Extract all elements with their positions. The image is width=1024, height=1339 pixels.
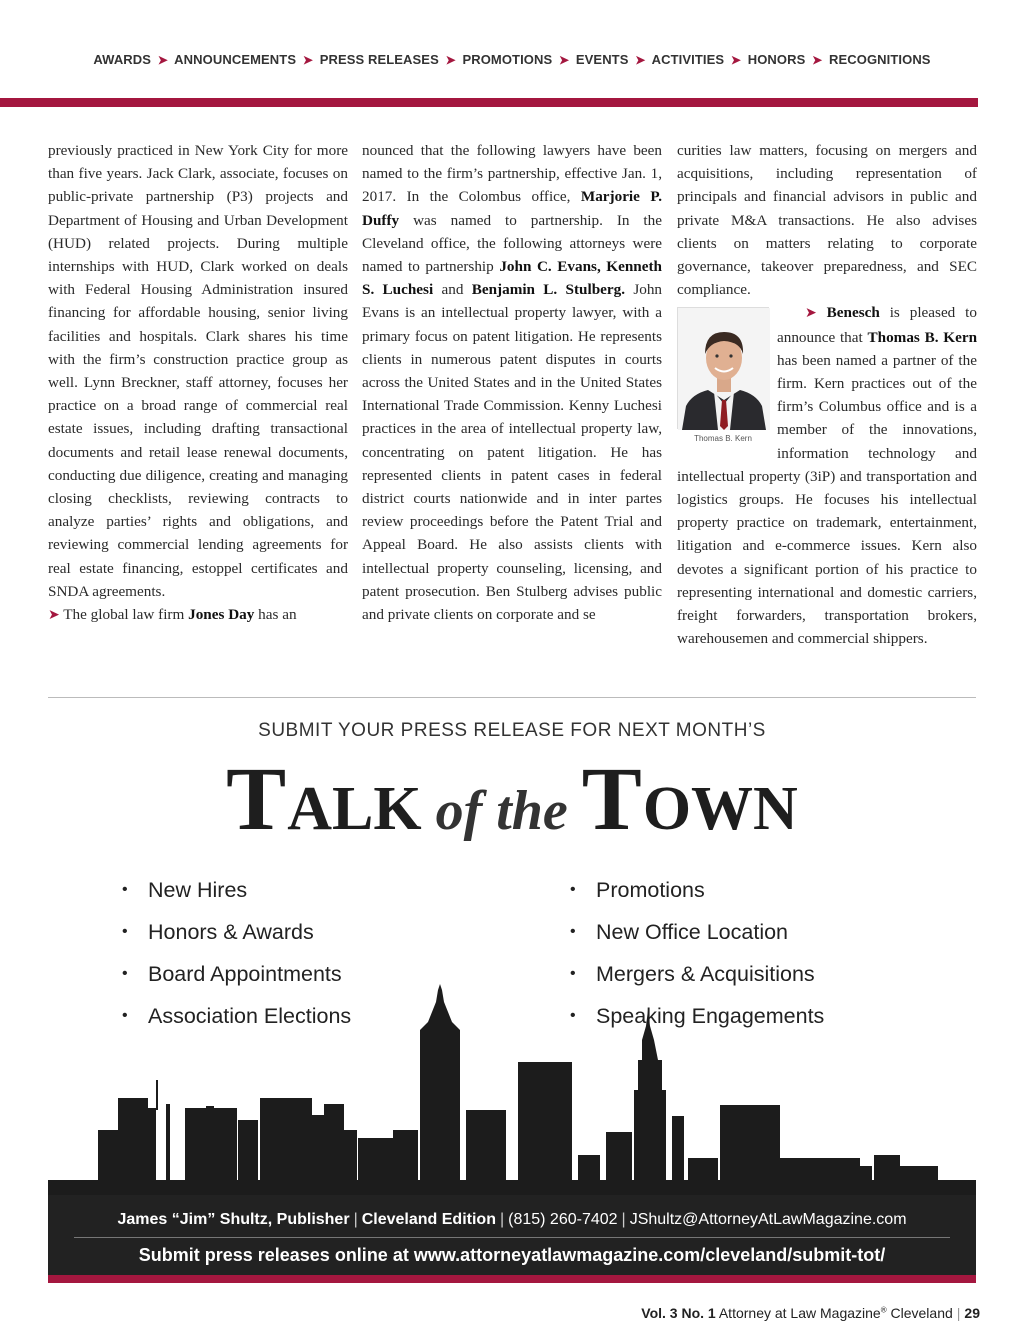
article-text: nounced that the following lawyers have been named to the firm’s partnership, effective Jan. 1, 2017. In the Colombus office, xyxy=(362,142,662,206)
photo-caption: Thomas B. Kern xyxy=(694,434,752,444)
headshot-figure xyxy=(677,307,769,445)
article-text: has been named a partner of the firm. Kern practices out of the firm’s Columbus office and is a member of the innovations, information technology and intellectual property (3iP) and transportation and logistics groups. He focuses his intellectual property practice on trademark, entertainment, litigation and e-commerce issues. Kern also devotes a significant portion of his practice to representing international and domestic carriers, freight forwarders, transportation brokers, warehousemen and commercial shippers. xyxy=(677,351,977,648)
article-text: John Evans is an intellectual property lawyer, with a primary focus on patent litigation. He represents clients in numerous patent disputes in courts across the United States and in the United States International Trade Commission. Kenny Luchesi practices in the area of intellectual property law, concentrating on patent litigation. He has represented clients in patent cases in federal district courts nationwide and in inter partes review proceedings before the Patent Trial and Appeal Board. He also assists clients with intellectual property counseling, licensing, and patent prosecution. Ben Stulberg advises public and private clients on corporate and se xyxy=(362,281,663,624)
title-text: ALK xyxy=(287,775,422,843)
list-item: • Honors & Awards xyxy=(122,914,351,956)
article-paragraph xyxy=(362,139,662,626)
issue-volume: Vol. 3 No. 1 xyxy=(641,1305,716,1321)
cleveland-skyline-icon xyxy=(48,980,976,1196)
list-item: • Board Appointments xyxy=(122,956,351,998)
phone-number: (815) 260-7402 xyxy=(508,1211,618,1228)
list-item: • New Hires xyxy=(122,872,351,914)
article-text: The global law firm xyxy=(63,606,185,624)
ad-title xyxy=(0,748,1024,851)
article-paragraph: previously practiced in New York City for more than five years. Jack Clark, associate, focuses on public-private partnership (P3) projects and Department of Housing and Urban Development (HUD) related projects. During multiple internships with HUD, Clark worked on deals with Federal Housing Administration insured financing for affordable housing, senior living facilities and hospitals. Clark shares his time with the firm’s construction practice group as well. Lynn Breckner, staff attorney, focuses her practice on a broad range of commercial real estate issues, including drafting transactional documents and retail lease renewal documents, conducting due diligence, creating and managing closing checklists, reviewing contracts to analyze parties’ rights and obligations, and reviewing commercial lending agreements for real estate financing, estoppel certificates and SNDA agreements. xyxy=(48,142,348,600)
headshot-photo xyxy=(677,307,769,429)
arrow-icon: ➤ xyxy=(157,53,168,67)
arrow-icon: ➤ xyxy=(445,53,456,67)
submit-online-link[interactable]: Submit press releases online at www.attorneyatlawmagazine.com/cleveland/submit-tot/ xyxy=(138,1245,886,1265)
nav-item-recognitions: RECOGNITIONS xyxy=(828,52,931,67)
article-text: has an xyxy=(258,606,297,624)
firm-name: Benesch xyxy=(826,304,880,322)
magazine-name: Attorney at Law Magazine xyxy=(718,1305,881,1321)
nav-item-promotions: PROMOTIONS xyxy=(462,52,553,67)
section-divider xyxy=(48,697,976,698)
page-folio: Vol. 3 No. 1 Attorney at Law Magazine® Cleveland | 29 xyxy=(641,1305,980,1321)
arrow-icon: ➤ xyxy=(48,608,60,624)
arrow-icon: ➤ xyxy=(812,53,823,67)
list-item: • Promotions xyxy=(570,872,824,914)
contact-line: James “Jim” Shultz, Publisher | Cleveland Edition | (815) 260-7402 | JShultz@AttorneyAtLawMagazine.com xyxy=(117,1211,907,1228)
person-name: John C. Evans, Kenneth S. Luchesi xyxy=(362,258,663,299)
list-item: • Mergers & Acquisitions xyxy=(570,956,824,998)
page-number: 29 xyxy=(964,1305,980,1321)
title-italic: of the xyxy=(435,780,568,842)
ad-contact-box xyxy=(48,1195,976,1275)
arrow-icon: ➤ xyxy=(559,53,570,67)
category-nav xyxy=(0,52,1024,67)
headshot-illustration xyxy=(678,308,770,430)
registered-mark: ® xyxy=(880,1305,887,1315)
article-text: is pleased to announce that xyxy=(777,304,977,346)
article-text: and xyxy=(441,281,464,299)
title-letter: T xyxy=(226,750,288,849)
arrow-icon: ➤ xyxy=(635,53,646,67)
arrow-icon: ➤ xyxy=(730,53,741,67)
person-name: Benjamin L. Stulberg. xyxy=(471,281,626,299)
email-address[interactable]: JShultz@AttorneyAtLawMagazine.com xyxy=(629,1211,907,1228)
edition-label: Cleveland Edition xyxy=(361,1211,496,1228)
bottom-accent-bar xyxy=(48,1275,976,1283)
nav-item-events: EVENTS xyxy=(575,52,629,67)
nav-item-announcements: ANNOUNCEMENTS xyxy=(174,52,297,67)
nav-item-honors: HONORS xyxy=(747,52,806,67)
magazine-city: Cleveland xyxy=(890,1305,953,1321)
contact-rule xyxy=(74,1237,950,1238)
article-paragraph: curities law matters, focusing on mergers and acquisitions, including representation of principals and financial advisors in public and private M&A transactions. He also advises clients on matters relating to corporate governance, takeover preparedness, and SEC compliance. xyxy=(677,142,977,299)
publisher-name: James “Jim” Shultz, Publisher xyxy=(117,1211,350,1228)
article-column-3 xyxy=(677,139,977,650)
article-column-2 xyxy=(362,139,662,626)
nav-item-awards: AWARDS xyxy=(93,52,152,67)
title-letter: T xyxy=(581,750,643,849)
nav-item-activities: ACTIVITIES xyxy=(651,52,725,67)
list-item: • Speaking Engagements xyxy=(570,998,824,1040)
top-accent-bar xyxy=(0,98,978,107)
person-name: Thomas B. Kern xyxy=(867,328,978,346)
nav-item-press-releases: PRESS RELEASES xyxy=(319,52,439,67)
list-item: • New Office Location xyxy=(570,914,824,956)
ad-submit-line: SUBMIT YOUR PRESS RELEASE FOR NEXT MONTH’S xyxy=(258,720,766,741)
list-item: • Association Elections xyxy=(122,998,351,1040)
title-text: OWN xyxy=(642,775,798,843)
person-name: Marjorie P. Duffy xyxy=(362,188,662,229)
article-column-1 xyxy=(48,139,348,627)
arrow-icon: ➤ xyxy=(805,306,817,322)
article-text: was named to partnership. In the Cleveland office, the following attorneys were named to partnership xyxy=(362,211,662,276)
article-paragraph xyxy=(48,603,348,627)
arrow-icon: ➤ xyxy=(302,53,313,67)
firm-name: Jones Day xyxy=(188,606,255,624)
